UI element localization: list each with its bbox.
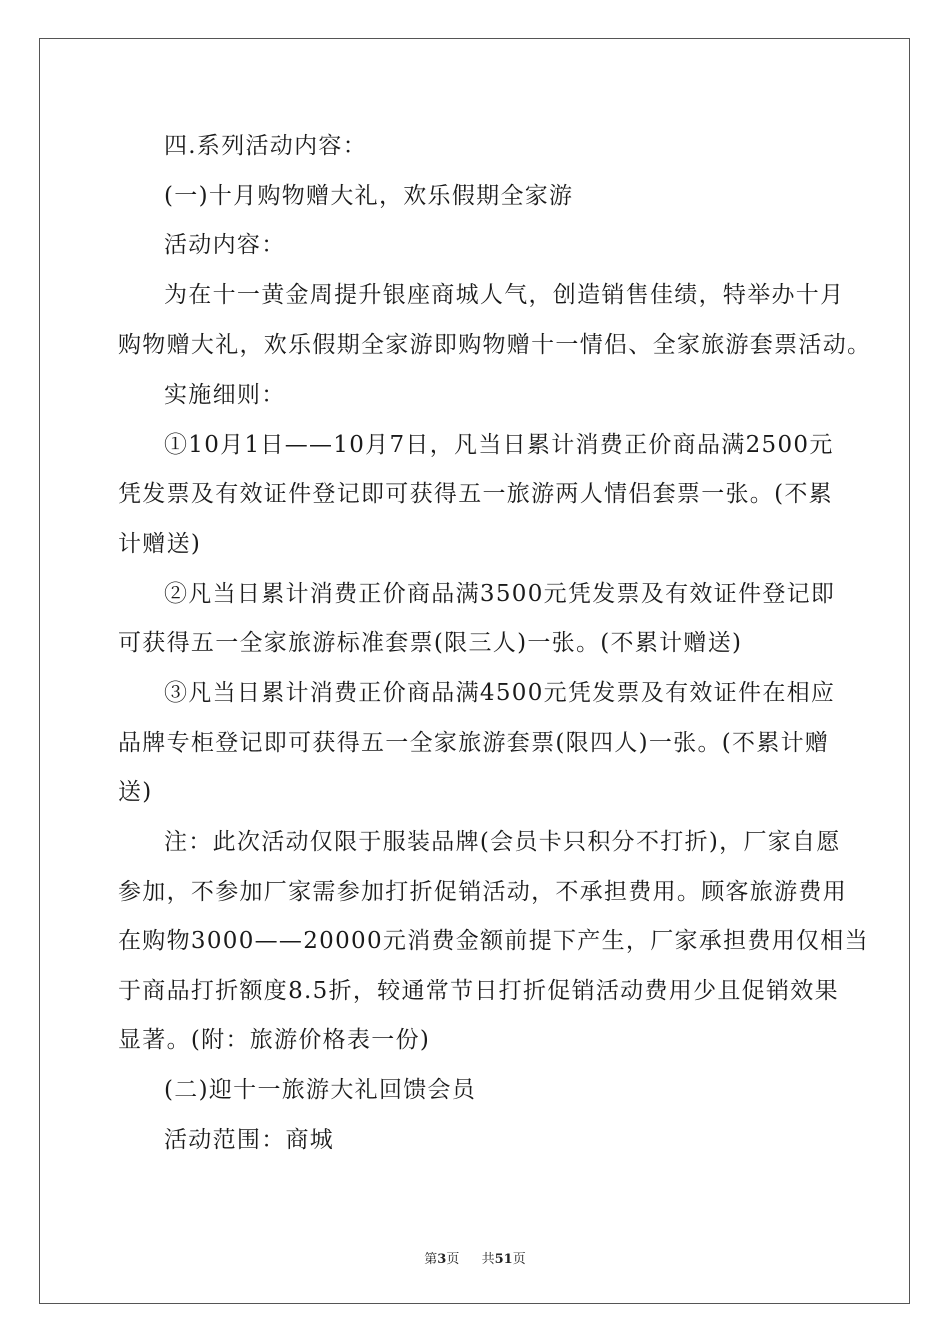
list-item-line: 计赠送) (118, 531, 202, 557)
list-item-line: 品牌专柜登记即可获得五一全家旅游套票(限四人)一张。(不累计赠 (118, 730, 830, 756)
paragraph-line: 活动范围：商城 (164, 1127, 335, 1153)
page-footer (0, 1248, 950, 1267)
paragraph-line: 为在十一黄金周提升银座商城人气，创造销售佳绩，特举办十月 (164, 282, 845, 308)
note-line: 在购物3000——20000元消费金额前提下产生，厂家承担费用仅相当 (118, 928, 869, 954)
list-item-line: 可获得五一全家旅游标准套票(限三人)一张。(不累计赠送) (118, 630, 743, 656)
list-item-line: 送) (118, 779, 153, 805)
paragraph-line: 购物赠大礼，欢乐假期全家游即购物赠十一情侣、全家旅游套票活动。 (118, 332, 872, 358)
list-item-line: ①10月1日——10月7日，凡当日累计消费正价商品满2500元 (164, 432, 834, 458)
total-pages: 51 (494, 1252, 513, 1267)
paragraph-label: 活动内容： (164, 232, 286, 258)
page-suffix: 页 (446, 1252, 460, 1267)
page-number: 3 (437, 1252, 447, 1267)
total-prefix: 共 (481, 1252, 495, 1267)
section-heading: 四.系列活动内容： (164, 133, 368, 159)
list-item-line: ③凡当日累计消费正价商品满4500元凭发票及有效证件在相应 (164, 680, 836, 706)
subsection-heading: (二)迎十一旅游大礼回馈会员 (164, 1077, 477, 1103)
note-line: 于商品打折额度8.5折，较通常节日打折促销活动费用少且促销效果 (118, 978, 839, 1004)
paragraph-label: 实施细则： (164, 382, 286, 408)
note-line: 显著。(附：旅游价格表一份) (118, 1027, 431, 1053)
subsection-heading: (一)十月购物赠大礼，欢乐假期全家游 (164, 183, 574, 209)
page-prefix: 第 (424, 1252, 438, 1267)
total-suffix: 页 (512, 1252, 526, 1267)
list-item-line: 凭发票及有效证件登记即可获得五一旅游两人情侣套票一张。(不累 (118, 481, 833, 507)
note-line: 注：此次活动仅限于服装品牌(会员卡只积分不打折)，厂家自愿 (164, 829, 841, 855)
list-item-line: ②凡当日累计消费正价商品满3500元凭发票及有效证件登记即 (164, 581, 836, 607)
note-line: 参加，不参加厂家需参加打折促销活动，不承担费用。顾客旅游费用 (118, 879, 847, 905)
